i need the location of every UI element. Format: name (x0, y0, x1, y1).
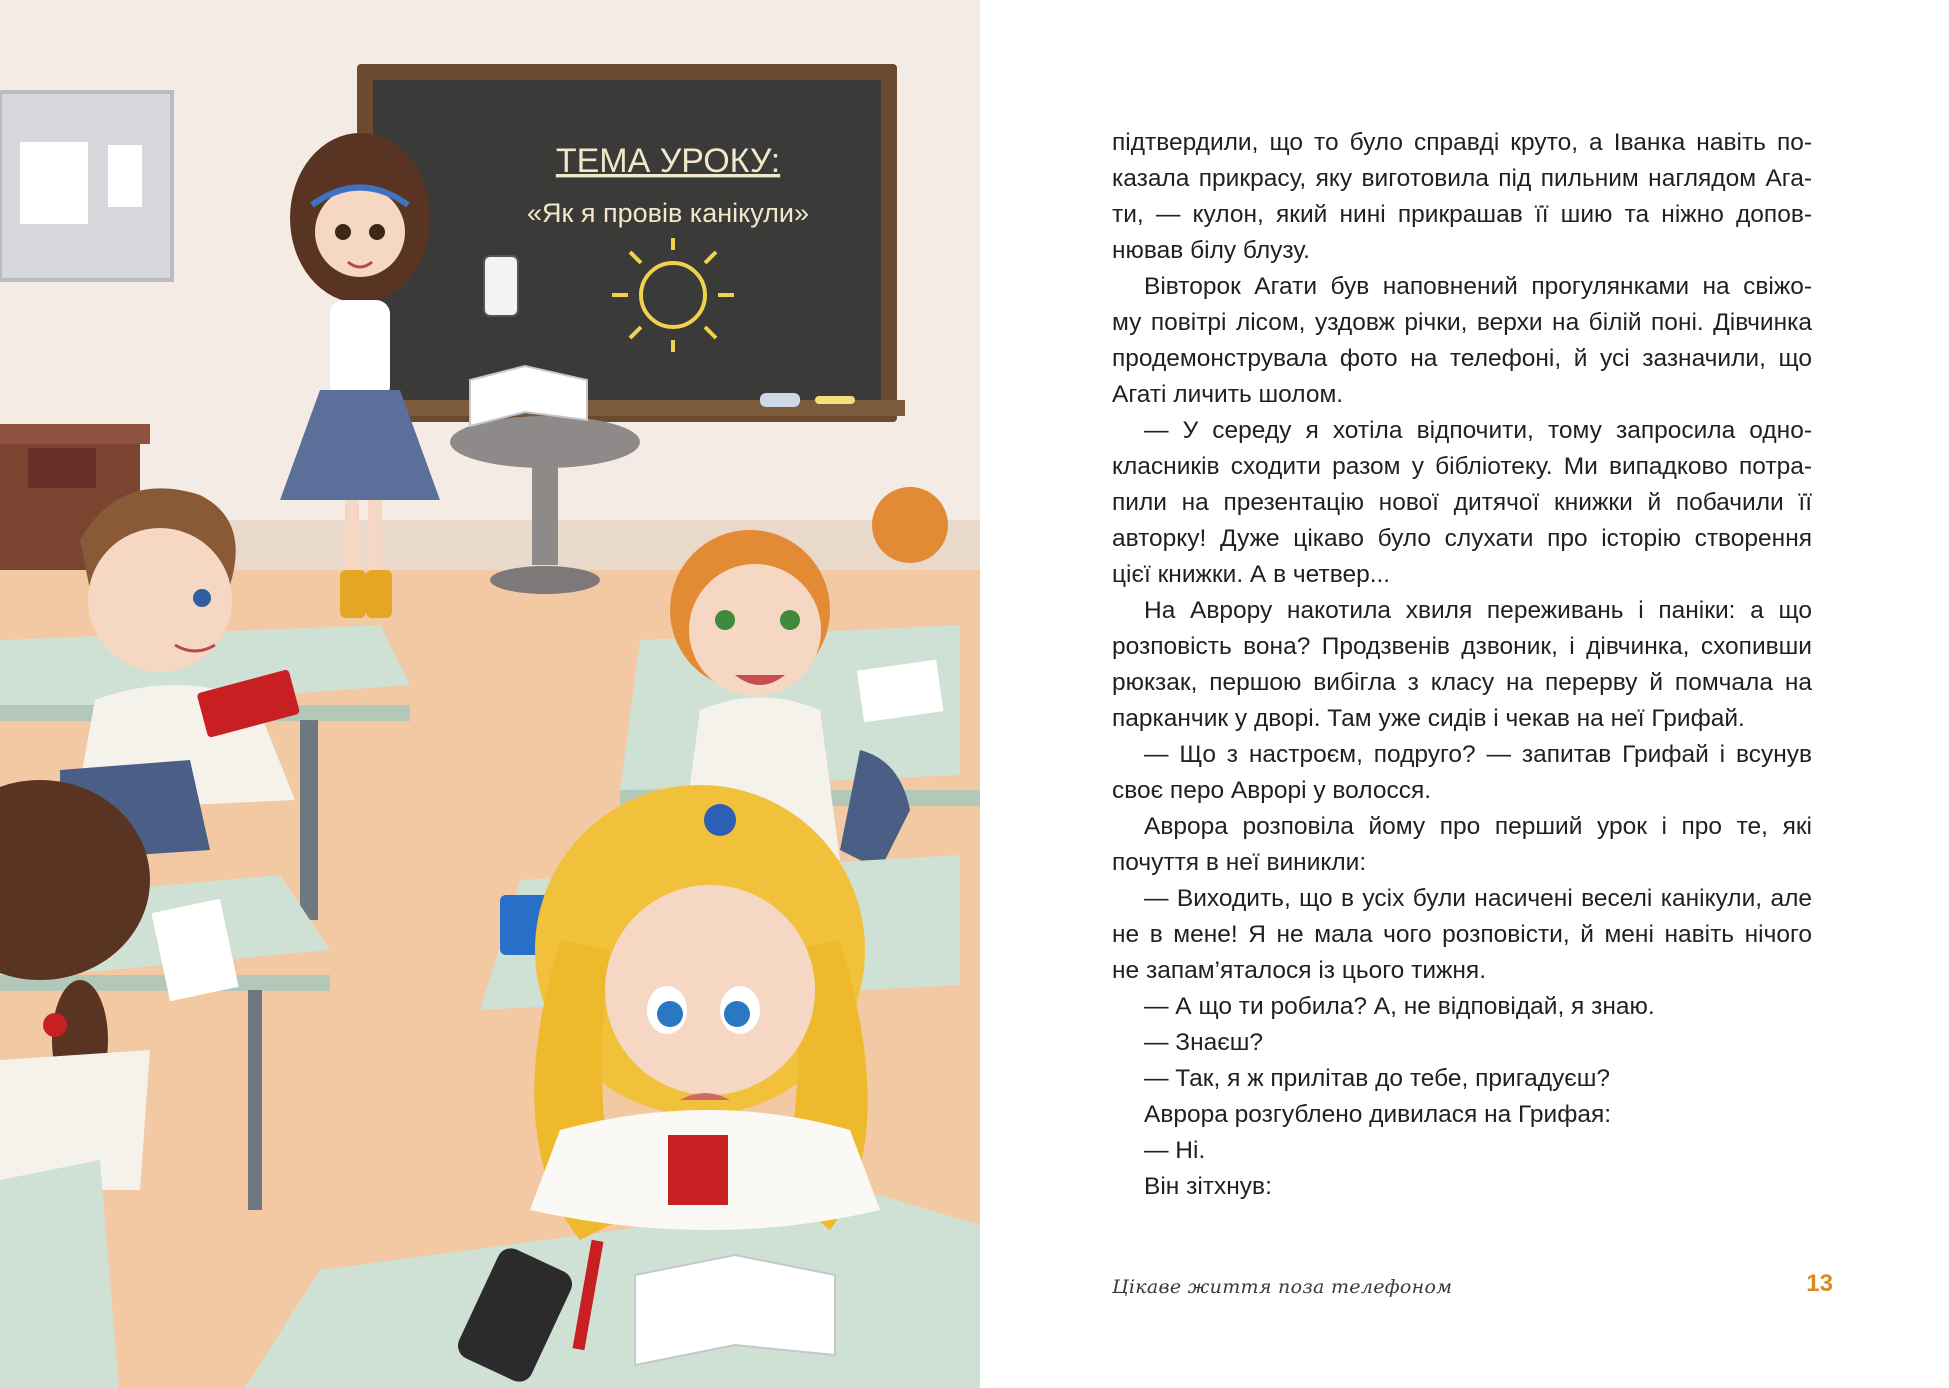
text-line: почуття в неї виникли: (1112, 849, 1367, 876)
text-line: — Виходить, що в усіх були насичені веселі канікули, але (1144, 885, 1812, 912)
text-line: продемонструвала фото на телефоні, й усі зазначили, що (1112, 345, 1812, 372)
text-line: — Що з настроєм, подруго? — запитав Грифай і всунув (1144, 741, 1812, 768)
text-line: не в мене! Я не мала чого розповісти, й мені навіть нічого (1112, 921, 1812, 948)
text-line: му повітрі лісом, уздовж річки, верхи на білій поні. Дівчинка (1112, 309, 1812, 336)
text-line: розповість вона? Продзвенів дзвоник, і дівчинка, схопивши (1112, 633, 1812, 660)
text-line: своє перо Аврорі у волосся. (1112, 777, 1432, 804)
text-line: парканчик у дворі. Там уже сидів і чекав на неї Грифай. (1112, 705, 1745, 732)
text-line: пили на презентацію нової дитячої книжки й побачили її (1112, 489, 1812, 516)
board-heading: ТЕМА УРОКУ: (555, 142, 781, 180)
text-line: — А що ти робила? А, не відповідай, я знаю. (1144, 993, 1655, 1020)
text-line: класників сходити разом у бібліотеку. Ми випадково потра- (1112, 453, 1812, 480)
blonde-girl-avrora (530, 785, 880, 1240)
text-line: Він зітхнув: (1144, 1173, 1272, 1200)
text-line: Агаті личить шолом. (1112, 381, 1344, 408)
text-line: казала прикрасу, яку виготовила під пильним наглядом Ага- (1112, 165, 1812, 192)
text-page (980, 0, 1949, 1388)
text-line: підтвердили, що то було справді круто, а Іванка навіть по- (1112, 129, 1812, 156)
text-line: Аврора розповіла йому про перший урок і про те, які (1144, 813, 1812, 840)
running-footer-book-title: Цікаве життя поза телефоном (1112, 1276, 1453, 1298)
text-line: цієї книжки. А в четвер... (1112, 561, 1391, 588)
text-line: — Знаєш? (1144, 1029, 1264, 1056)
notice-board (0, 92, 172, 280)
text-line: Вівторок Агати був наповнений прогулянками на свіжо- (1144, 273, 1812, 300)
text-line: Аврора розгублено дивилася на Грифая: (1144, 1101, 1612, 1128)
text-line: рюкзак, першою вибігла з класу на перерву й помчала на (1112, 669, 1812, 696)
page-number: 13 (1806, 1270, 1833, 1297)
text-line: не запам’яталося із цього тижня. (1112, 957, 1486, 984)
text-line: — Ні. (1144, 1137, 1206, 1164)
text-line: На Аврору накотила хвиля переживань і паніки: а що (1144, 597, 1812, 624)
text-line: авторку! Дуже цікаво було слухати про історію створення (1112, 525, 1812, 552)
board-subheading: «Як я провів канікули» (527, 198, 809, 228)
text-line: нював білу блузу. (1112, 237, 1310, 264)
text-line: — Так, я ж прилітав до тебе, пригадуєш? (1144, 1065, 1611, 1092)
story-text (1112, 125, 1812, 1205)
chalkboard (357, 64, 905, 422)
text-line: — У середу я хотіла відпочити, тому запросила одно- (1144, 417, 1812, 444)
text-line: ти, — кулон, який нині прикрашав її шию та ніжно допов- (1112, 201, 1812, 228)
